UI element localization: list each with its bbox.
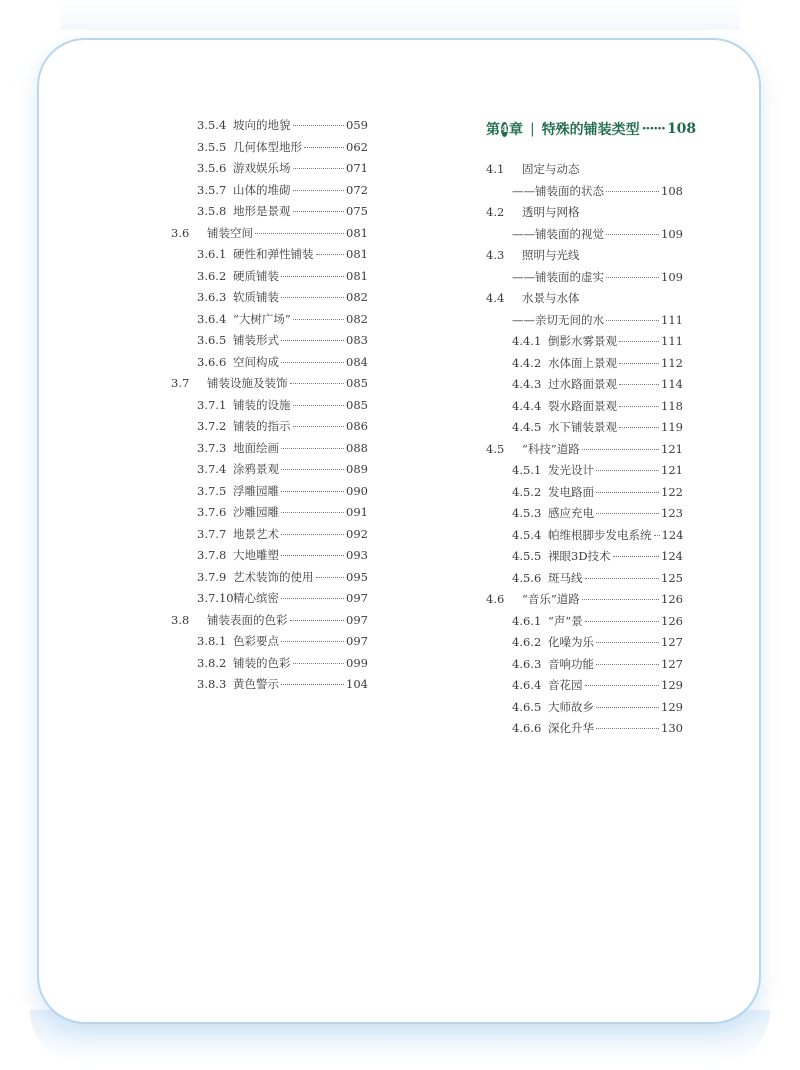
toc-entry[interactable] <box>486 419 683 441</box>
toc-leader-dots <box>606 320 659 321</box>
toc-entry-number: 4.2 <box>486 205 505 219</box>
toc-entry-page: 084 <box>346 354 368 369</box>
toc-entry-number: 4.4.3 <box>512 377 542 391</box>
toc-entry-title: “科技”道路 <box>522 441 580 456</box>
toc-entry-number: 4.4.5 <box>512 420 542 434</box>
toc-entry-page: 097 <box>346 634 368 648</box>
toc-entry[interactable] <box>171 483 368 505</box>
toc-leader-dots <box>281 469 344 470</box>
toc-entry-number: 3.8.2 <box>197 655 227 670</box>
toc-entry-number: 3.7.9 <box>197 569 227 584</box>
toc-entry-title: 斑马线 <box>548 570 583 585</box>
toc-entry-title: 地形是景观 <box>233 204 291 218</box>
toc-leader-dots <box>293 211 345 212</box>
toc-entry[interactable] <box>171 182 368 204</box>
toc-entry-number: 3.7.6 <box>197 505 227 519</box>
toc-leader-dots <box>281 684 344 685</box>
toc-entry-number: 3.8 <box>171 612 190 627</box>
toc-entry-title: 帕维根脚步发电系统 <box>548 527 652 542</box>
toc-entry-number: 4.6.3 <box>512 656 542 671</box>
toc-entry[interactable] <box>171 354 368 376</box>
toc-entry[interactable] <box>486 677 683 699</box>
toc-leader-dots <box>293 663 345 664</box>
toc-entry[interactable] <box>171 160 368 182</box>
toc-leader-dots <box>582 449 659 450</box>
toc-entry-title: 音花园 <box>548 678 583 692</box>
toc-entry[interactable] <box>486 376 683 398</box>
toc-entry-title: 裸眼3D技术 <box>548 549 611 563</box>
toc-entry-title: 硬质铺装 <box>233 268 279 283</box>
toc-entry-page: 086 <box>346 419 368 433</box>
toc-leader-dots <box>281 491 344 492</box>
toc-leader-dots <box>293 426 345 427</box>
toc-entry-number: 3.8.1 <box>197 634 227 648</box>
toc-leader-dots <box>596 513 659 514</box>
toc-entry-title: 软质铺装 <box>233 290 279 304</box>
toc-leader-dots <box>281 276 344 277</box>
chapter-title: 特殊的铺装类型 <box>541 122 640 138</box>
toc-entry[interactable] <box>486 484 683 506</box>
toc-entry[interactable] <box>486 720 683 742</box>
toc-entry-title: 深化升华 <box>548 721 594 735</box>
toc-entry-number: 3.6.2 <box>197 268 227 283</box>
toc-entry[interactable] <box>171 612 368 634</box>
toc-entry-title: “声”景 <box>548 613 583 628</box>
toc-leader-dots <box>585 685 660 686</box>
toc-entry[interactable] <box>171 311 368 333</box>
toc-entry-number: 3.5.4 <box>197 118 227 132</box>
toc-entry-page: 114 <box>661 377 683 391</box>
toc-entry-title: 大师故乡 <box>548 699 594 714</box>
toc-entry-number: 3.6.6 <box>197 354 227 369</box>
toc-entry-title: 音响功能 <box>548 656 594 671</box>
chapter-separator: | <box>529 121 535 137</box>
toc-leader-dots <box>596 664 659 665</box>
toc-entry-number: 3.6 <box>171 225 190 240</box>
toc-entry[interactable] <box>171 117 368 139</box>
toc-entry[interactable] <box>171 397 368 419</box>
toc-entry-page: 085 <box>346 376 368 390</box>
toc-entry-title: 铺装空间 <box>207 225 253 240</box>
toc-entry-page: 129 <box>661 699 683 714</box>
toc-entry-page: 093 <box>346 548 368 562</box>
chapter-number-badge: 4 <box>501 123 508 135</box>
toc-entry-number: 4.1 <box>486 162 505 176</box>
toc-entry-title: ——铺装面的虚实 <box>512 269 604 284</box>
toc-entry[interactable] <box>171 590 368 612</box>
toc-entry-title: 照明与光线 <box>522 248 580 262</box>
toc-entry-page: 090 <box>346 483 368 498</box>
toc-entry-title: 山体的堆砌 <box>233 182 291 197</box>
toc-entry-number: 3.7.1 <box>197 397 227 412</box>
toc-entry-page: 095 <box>346 569 368 584</box>
toc-leader-dots <box>606 234 659 235</box>
toc-entry-page: 082 <box>346 311 368 326</box>
toc-entry-number: 4.5.2 <box>512 484 542 499</box>
toc-entry-number: 3.7.8 <box>197 548 227 562</box>
toc-entry-number: 4.5.6 <box>512 570 542 585</box>
toc-entry-title: 发光设计 <box>548 463 594 477</box>
toc-leader-dots <box>281 555 344 556</box>
toc-leader-dots <box>281 641 344 642</box>
toc-leader-dots <box>281 512 344 513</box>
toc-subtitle-line[interactable] <box>486 269 683 291</box>
toc-entry[interactable] <box>171 289 368 311</box>
toc-entry-page: 124 <box>661 527 684 542</box>
toc-leader-dots <box>281 448 344 449</box>
toc-entry-number: 4.6.4 <box>512 678 542 692</box>
toc-entry-page: 099 <box>346 655 368 670</box>
toc-entry-number: 3.8.3 <box>197 677 227 691</box>
toc-entry-number: 4.5.3 <box>512 506 542 520</box>
toc-entry-number: 3.7.7 <box>197 526 227 541</box>
toc-entry-number: 3.6.3 <box>197 290 227 304</box>
toc-entry-title: 水下铺装景观 <box>548 420 617 434</box>
toc-leader-dots <box>582 599 659 600</box>
toc-entry-page: 059 <box>346 118 368 132</box>
toc-entry[interactable] <box>171 461 368 483</box>
toc-entry-page: 085 <box>346 397 368 412</box>
toc-leader-dots <box>596 492 659 493</box>
toc-list-right <box>486 161 683 742</box>
toc-entry-number: 4.5.5 <box>512 549 542 563</box>
toc-entry-number: 4.3 <box>486 248 505 262</box>
toc-entry[interactable] <box>171 332 368 354</box>
toc-entry-title: 发电路面 <box>548 484 594 499</box>
toc-leader-dots <box>596 728 659 729</box>
toc-leader-dots <box>606 277 659 278</box>
toc-entry-number: 3.7.10 <box>197 591 234 605</box>
toc-leader-dots <box>293 190 345 191</box>
toc-entry[interactable] <box>171 246 368 268</box>
toc-entry-title: 沙雕园雕 <box>233 505 279 519</box>
toc-leader-dots <box>619 427 659 428</box>
toc-entry-title: 水体面上景观 <box>548 355 617 370</box>
toc-entry-title: 游戏娱乐场 <box>233 161 291 175</box>
chapter-prefix: 第 <box>486 122 500 138</box>
toc-leader-dots <box>596 642 659 643</box>
toc-entry[interactable] <box>171 139 368 161</box>
toc-entry-page: 129 <box>661 678 683 692</box>
toc-entry-page: 124 <box>661 549 683 563</box>
toc-entry-number: 3.5.7 <box>197 182 227 197</box>
toc-leader-dots <box>281 297 344 298</box>
toc-entry[interactable] <box>486 613 683 635</box>
toc-entry-number: 3.6.1 <box>197 247 227 261</box>
toc-leader-dots <box>654 535 660 536</box>
toc-entry-page: 089 <box>346 462 368 476</box>
toc-leader-dots <box>596 707 659 708</box>
toc-entry-page: 088 <box>346 440 368 455</box>
toc-entry[interactable] <box>486 505 683 527</box>
toc-entry[interactable] <box>171 268 368 290</box>
toc-entry-title: 过水路面景观 <box>548 377 617 391</box>
toc-entry[interactable] <box>486 527 683 549</box>
toc-entry-title: 硬性和弹性铺装 <box>233 247 314 261</box>
toc-leader-dots <box>619 406 659 407</box>
toc-entry[interactable] <box>171 375 368 397</box>
toc-entry-page: 081 <box>346 225 368 240</box>
toc-entry-title: 铺装的设施 <box>233 397 291 412</box>
toc-entry-title: 固定与动态 <box>522 162 580 176</box>
toc-entry-title: 裂水路面景观 <box>548 398 617 413</box>
toc-entry-page: 111 <box>661 334 683 348</box>
toc-entry-title: 几何体型地形 <box>233 139 302 154</box>
chapter-heading[interactable] <box>486 117 697 141</box>
toc-leader-dots <box>293 125 345 126</box>
toc-leader-dots <box>281 598 344 599</box>
toc-leader-dots <box>606 191 659 192</box>
toc-leader-dots <box>619 363 659 364</box>
toc-entry-title: 化噪为乐 <box>548 635 594 649</box>
toc-entry-number: 3.5.5 <box>197 139 227 154</box>
toc-leader-dots <box>290 383 345 384</box>
toc-leader-dots <box>290 620 345 621</box>
toc-entry-number: 3.6.5 <box>197 333 227 347</box>
toc-entry[interactable] <box>171 440 368 462</box>
toc-entry-page: 121 <box>661 441 683 456</box>
toc-entry-page: 127 <box>661 635 683 649</box>
toc-entry[interactable] <box>486 333 683 355</box>
toc-entry-page: 081 <box>346 268 368 283</box>
toc-entry-page: 119 <box>661 420 683 434</box>
toc-entry-page: 109 <box>661 269 683 284</box>
toc-entry[interactable] <box>486 355 683 377</box>
toc-entry-page: 083 <box>346 333 368 347</box>
toc-entry-number: 4.5.1 <box>512 463 542 477</box>
toc-entry[interactable] <box>171 569 368 591</box>
toc-entry[interactable] <box>486 247 683 269</box>
toc-entry-number: 4.4 <box>486 291 505 305</box>
toc-entry-title: “音乐”道路 <box>522 592 580 606</box>
toc-entry-number: 3.5.8 <box>197 204 227 218</box>
toc-entry[interactable] <box>171 203 368 225</box>
toc-entry-page: 126 <box>661 592 683 606</box>
toc-entry[interactable] <box>486 634 683 656</box>
toc-entry-number: 4.6.5 <box>512 699 542 714</box>
toc-entry-page: 092 <box>346 526 368 541</box>
toc-entry[interactable] <box>171 418 368 440</box>
toc-subtitle-line[interactable] <box>486 226 683 248</box>
chapter-page: 108 <box>666 121 697 137</box>
toc-entry-title: 黄色警示 <box>233 677 279 691</box>
toc-entry-number: 4.4.1 <box>512 334 542 348</box>
toc-entry-page: 072 <box>346 182 368 197</box>
toc-entry-page: 071 <box>346 161 368 175</box>
toc-entry-number: 4.6.1 <box>512 613 542 628</box>
toc-entry-number: 4.6 <box>486 592 505 606</box>
toc-entry-page: 130 <box>661 721 683 735</box>
toc-entry-page: 104 <box>346 677 368 691</box>
toc-entry-title: 铺装的色彩 <box>233 655 291 670</box>
toc-entry[interactable] <box>486 398 683 420</box>
toc-entry-title: 倒影水雾景观 <box>548 334 617 348</box>
toc-entry-page: 075 <box>346 204 368 218</box>
toc-entry-page: 127 <box>661 656 683 671</box>
toc-entry-title: 艺术装饰的使用 <box>233 569 314 584</box>
toc-entry-page: 123 <box>661 506 683 520</box>
toc-entry-page: 121 <box>661 463 683 477</box>
top-background-band <box>60 0 740 30</box>
toc-entry-title: 透明与网格 <box>522 205 580 219</box>
toc-entry-title: 精心缤密 <box>233 591 279 605</box>
toc-entry-title: ——亲切无间的水 <box>512 312 604 327</box>
toc-entry[interactable] <box>486 699 683 721</box>
toc-leader-dots <box>619 341 659 342</box>
toc-leader-dots <box>585 578 660 579</box>
toc-entry-page: 081 <box>346 247 368 261</box>
toc-leader-dots <box>293 319 344 320</box>
toc-entry-page: 109 <box>661 226 683 241</box>
toc-entry[interactable] <box>486 161 683 183</box>
toc-entry-title: 涂鸦景观 <box>233 462 279 476</box>
toc-entry[interactable] <box>171 504 368 526</box>
toc-entry[interactable] <box>171 655 368 677</box>
toc-entry[interactable] <box>486 462 683 484</box>
toc-leader-dots <box>316 254 345 255</box>
toc-entry-title: “大树广场” <box>233 311 291 326</box>
toc-entry[interactable] <box>486 204 683 226</box>
toc-entry-title: 空间构成 <box>233 354 279 369</box>
chapter-leader-dots: ······ <box>641 121 665 137</box>
toc-entry-page: 126 <box>661 613 683 628</box>
toc-entry[interactable] <box>486 290 683 312</box>
toc-leader-dots <box>281 534 344 535</box>
toc-entry-number: 3.7.2 <box>197 419 227 433</box>
toc-entry[interactable] <box>171 676 368 698</box>
toc-entry-page: 091 <box>346 505 368 519</box>
toc-leader-dots <box>281 340 344 341</box>
toc-entry-number: 4.4.4 <box>512 398 542 413</box>
toc-entry-title: 色彩要点 <box>233 634 279 648</box>
toc-leader-dots <box>293 168 345 169</box>
toc-leader-dots <box>619 384 659 385</box>
toc-entry[interactable] <box>486 591 683 613</box>
toc-entry[interactable] <box>171 547 368 569</box>
toc-entry-title: 铺装的指示 <box>233 419 291 433</box>
toc-entry-number: 3.7.4 <box>197 462 227 476</box>
toc-leader-dots <box>281 362 344 363</box>
toc-subtitle-line[interactable] <box>486 183 683 205</box>
toc-subtitle-line[interactable] <box>486 312 683 334</box>
toc-entry-number: 4.5.4 <box>512 527 542 542</box>
toc-entry-number: 4.4.2 <box>512 355 542 370</box>
toc-entry-number: 3.7 <box>171 376 190 390</box>
toc-entry-title: 感应充电 <box>548 506 594 520</box>
toc-entry[interactable] <box>171 633 368 655</box>
toc-entry-title: 大地雕塑 <box>233 548 279 562</box>
toc-entry-page: 097 <box>346 591 368 605</box>
toc-leader-dots <box>596 470 659 471</box>
toc-entry-number: 3.7.3 <box>197 440 227 455</box>
toc-entry-page: 108 <box>661 183 683 198</box>
toc-leader-dots <box>613 556 660 557</box>
toc-leader-dots <box>304 147 344 148</box>
toc-leader-dots <box>585 621 659 622</box>
toc-entry-page: 112 <box>661 355 683 370</box>
toc-entry-number: 3.6.4 <box>197 311 227 326</box>
toc-entry-number: 4.6.6 <box>512 721 542 735</box>
toc-entry-title: 地面绘画 <box>233 440 279 455</box>
toc-entry-title: 铺装表面的色彩 <box>207 612 288 627</box>
toc-entry-title: 地景艺术 <box>233 526 279 541</box>
toc-leader-dots <box>255 233 344 234</box>
toc-entry[interactable] <box>171 225 368 247</box>
toc-entry-page: 062 <box>346 139 368 154</box>
toc-entry-page: 125 <box>661 570 683 585</box>
toc-entry-page: 082 <box>346 290 368 304</box>
toc-entry-title: ——铺装面的状态 <box>512 183 604 198</box>
toc-leader-dots <box>316 577 345 578</box>
toc-entry-page: 122 <box>661 484 683 499</box>
toc-column-left <box>171 117 368 698</box>
toc-entry-title: 坡向的地貌 <box>233 118 291 132</box>
toc-entry-title: 铺装形式 <box>233 333 279 347</box>
toc-entry-number: 3.7.5 <box>197 483 227 498</box>
toc-column-right <box>486 117 697 742</box>
toc-leader-dots <box>293 405 345 406</box>
toc-entry-page: 118 <box>661 398 683 413</box>
toc-entry-title: 水景与水体 <box>522 291 580 305</box>
toc-entry[interactable] <box>486 441 683 463</box>
toc-entry-page: 111 <box>661 312 683 327</box>
toc-entry[interactable] <box>486 656 683 678</box>
toc-entry[interactable] <box>486 570 683 592</box>
toc-entry-number: 4.5 <box>486 441 505 456</box>
toc-entry-title: 铺装设施及装饰 <box>207 376 288 390</box>
toc-entry[interactable] <box>486 548 683 570</box>
toc-entry-title: 浮雕园雕 <box>233 483 279 498</box>
toc-entry-number: 3.5.6 <box>197 161 227 175</box>
toc-entry-title: ——铺装面的视觉 <box>512 226 604 241</box>
chapter-suffix: 章 <box>508 122 523 138</box>
toc-entry-page: 097 <box>346 612 368 627</box>
toc-entry-number: 4.6.2 <box>512 635 542 649</box>
toc-entry[interactable] <box>171 526 368 548</box>
